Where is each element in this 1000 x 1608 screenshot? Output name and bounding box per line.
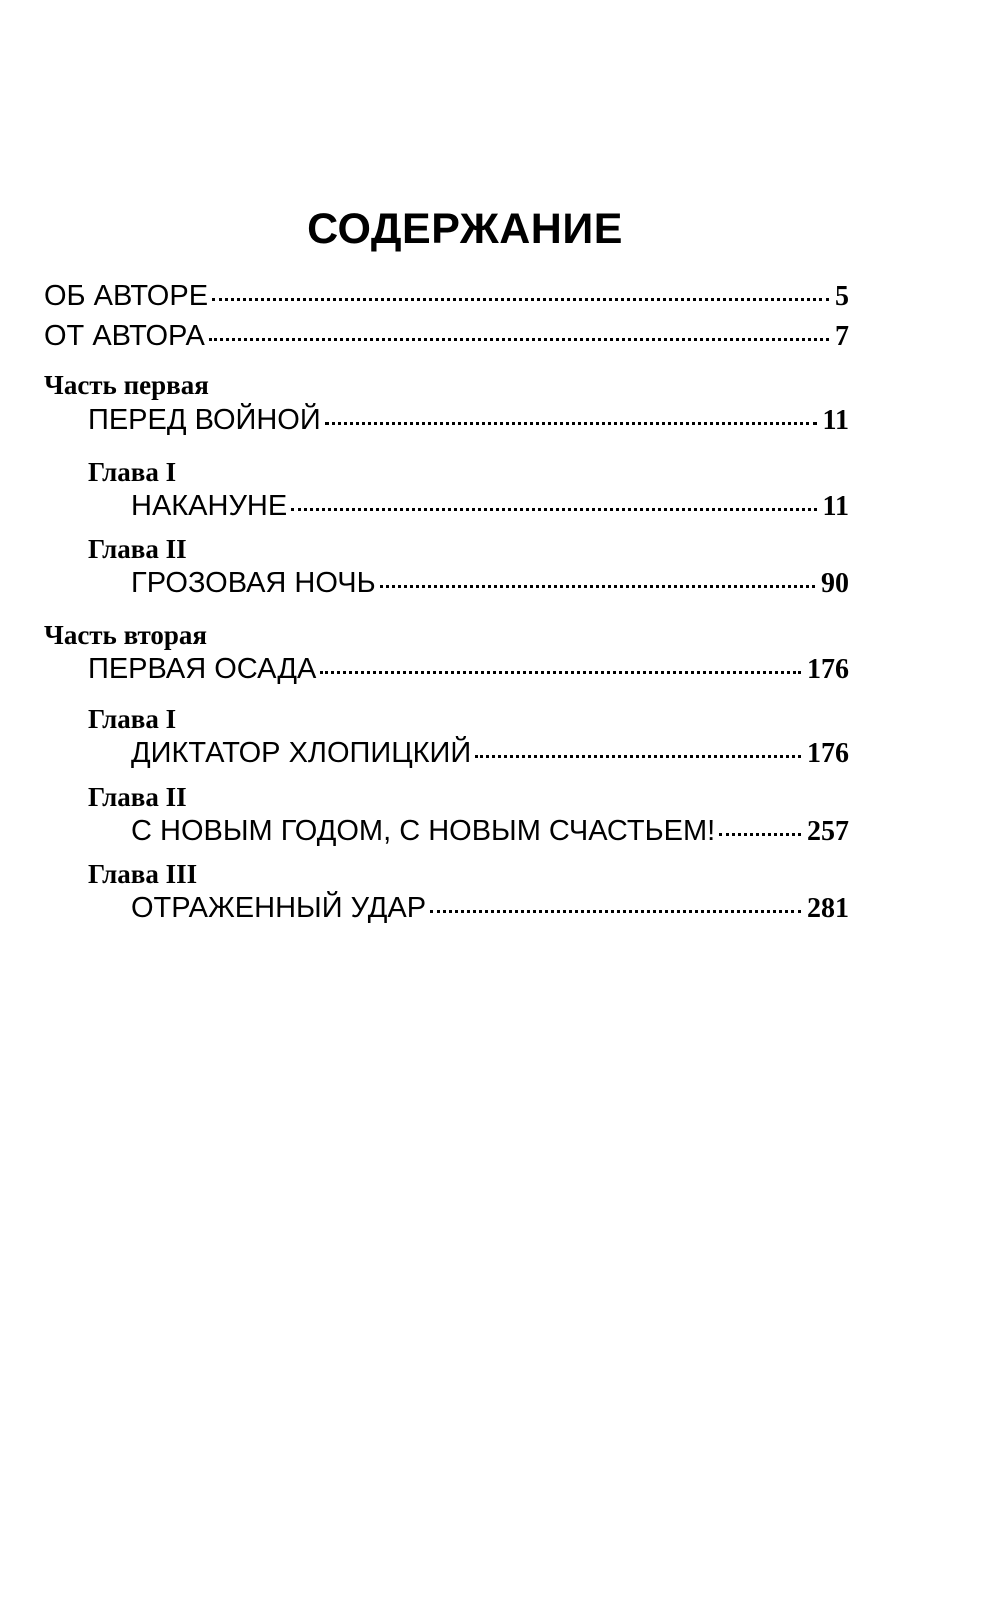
toc-entry-from-author [44,320,849,353]
part-label: Часть первая [44,370,209,400]
dot-leader [430,910,801,913]
toc-page-number: 11 [822,491,849,522]
dot-leader [475,755,801,758]
toc-entry-title: ОТРАЖЕННЫЙ УДАР [131,892,427,924]
dot-leader [320,671,801,674]
chapter-label: Глава II [88,534,187,564]
toc-entry-chapter [131,737,849,770]
toc-page-number: 257 [807,816,849,847]
chapter-label: Глава I [88,704,177,734]
dot-leader [325,422,817,425]
toc-page-number: 176 [807,654,849,685]
toc-entry-about-author [44,280,849,313]
toc-entry-title: ГРОЗОВАЯ НОЧЬ [131,567,376,599]
toc-page-number: 11 [822,405,849,436]
toc-entry-title: НАКАНУНЕ [131,490,288,522]
toc-page-number: 7 [835,321,849,352]
toc-page-number: 90 [821,568,849,599]
toc-entry-title: ОТ АВТОРА [44,320,205,352]
toc-entry-title: ПЕРЕД ВОЙНОЙ [88,404,321,436]
toc-entry-part [88,653,849,686]
toc-entry-chapter [131,567,849,600]
toc-entry-chapter [131,815,849,848]
page-title: СОДЕРЖАНИЕ [307,205,623,253]
chapter-label: Глава II [88,782,187,812]
part-label: Часть вторая [44,620,208,650]
toc-entry-chapter [131,490,849,523]
dot-leader [719,833,801,836]
toc-page-number: 176 [807,738,849,769]
toc-page-number: 281 [807,893,849,924]
toc-entry-title: ОБ АВТОРЕ [44,280,209,312]
toc-page-number: 5 [835,281,849,312]
dot-leader [380,585,815,588]
dot-leader [209,338,829,341]
dot-leader [212,298,829,301]
toc-entry-title: С НОВЫМ ГОДОМ, С НОВЫМ СЧАСТЬЕМ! [131,815,716,847]
toc-entry-part [88,404,849,437]
toc-entry-title: ПЕРВАЯ ОСАДА [88,653,317,685]
dot-leader [291,508,816,511]
toc-entry-chapter [131,892,849,925]
toc-entry-title: ДИКТАТОР ХЛОПИЦКИЙ [131,737,472,769]
chapter-label: Глава III [88,859,198,889]
chapter-label: Глава I [88,457,177,487]
